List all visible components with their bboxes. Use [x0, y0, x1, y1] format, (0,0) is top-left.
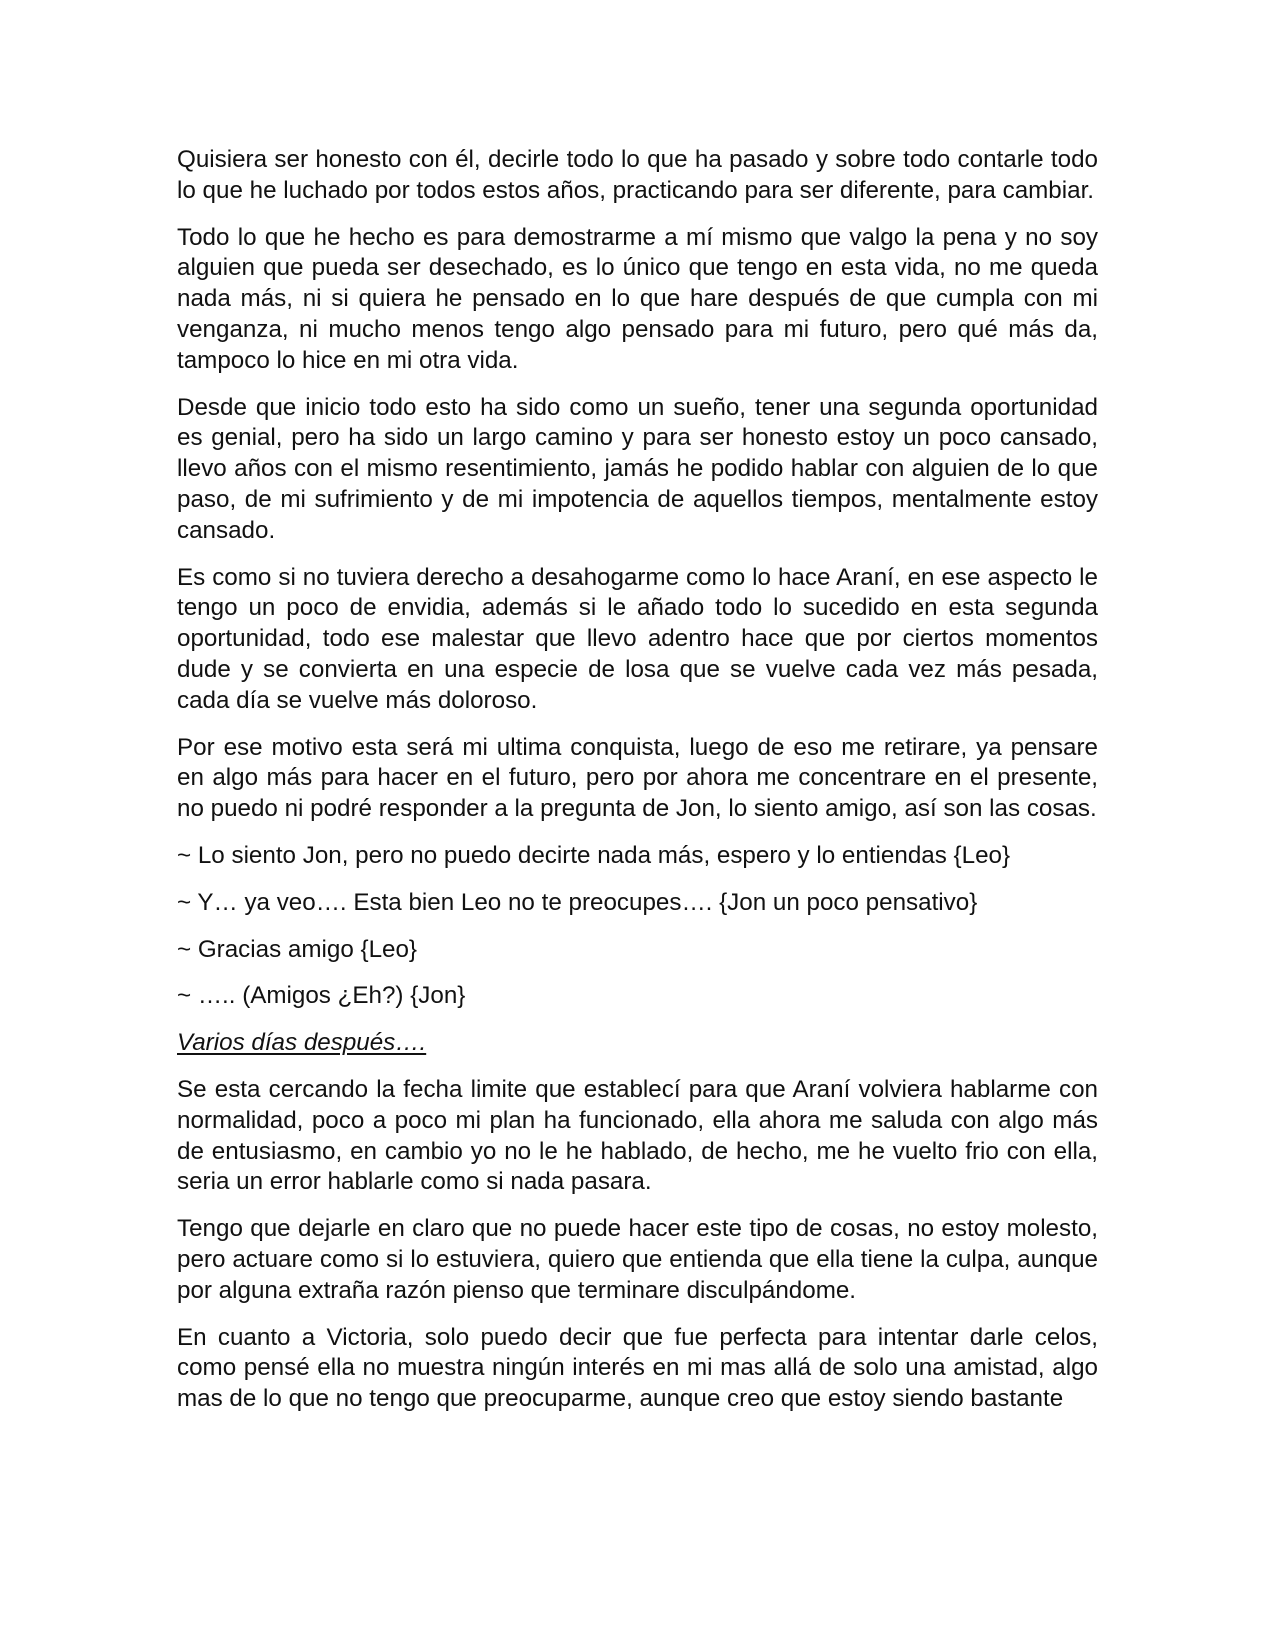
paragraph-3: Desde que inicio todo esto ha sido como un sueño, tener una segunda oportunidad es genial, pero ha sido un largo camino y para ser honesto estoy un poco cansado, llevo años con el mismo resentimiento, jamás he podido hablar con alguien de lo que paso, de mi sufrimiento y de mi impotencia de aquellos tiempos, mentalmente estoy cansado.: [177, 393, 1098, 544]
paragraph-2: Todo lo que he hecho es para demostrarme a mí mismo que valgo la pena y no soy alguien que pueda ser desechado, es lo único que tengo en esta vida, no me queda nada más, ni si quiera he pensado en lo que hare después de que cumpla con mi venganza, ni mucho menos tengo algo pensado para mi futuro, pero qué más da, tampoco lo hice en mi otra vida.: [177, 223, 1098, 374]
paragraph-5: Por ese motivo esta será mi ultima conquista, luego de eso me retirare, ya pensare en algo más para hacer en el futuro, pero por ahora me concentrare en el presente, no puedo ni podré responder a la pregunta de Jon, lo siento amigo, así son las cosas.: [177, 733, 1098, 823]
section-heading-text: Varios días después….: [177, 1029, 427, 1057]
dialogue-line-jon-reply: ~ Y… ya veo…. Esta bien Leo no te preocupes…. {Jon un poco pensativo}: [177, 888, 978, 916]
dialogue-line-leo-thanks: ~ Gracias amigo {Leo}: [177, 935, 418, 963]
document-page: [177, 145, 1098, 1431]
paragraph-6: Se esta cercando la fecha limite que establecí para que Araní volviera hablarme con normalidad, poco a poco mi plan ha funcionado, ella ahora me saluda con algo más de entusiasmo, en cambio yo no le he hablado, de hecho, me he vuelto frio con ella, seria un error hablarle como si nada pasara.: [177, 1075, 1098, 1196]
paragraph-4: Es como si no tuviera derecho a desahogarme como lo hace Araní, en ese aspecto le tengo un poco de envidia, además si le añado todo lo sucedido en esta segunda oportunidad, todo ese malestar que llevo adentro hace que por ciertos momentos dude y se convierta en una especie de losa que se vuelve cada vez más pesada, cada día se vuelve más doloroso.: [177, 563, 1098, 714]
paragraph-7: Tengo que dejarle en claro que no puede hacer este tipo de cosas, no estoy molesto, pero actuare como si lo estuviera, quiero que entienda que ella tiene la culpa, aunque por alguna extraña razón pienso que terminare disculpándome.: [177, 1215, 1098, 1304]
paragraph-8: En cuanto a Victoria, solo puedo decir que fue perfecta para intentar darle celos, como pensé ella no muestra ningún interés en mi mas allá de solo una amistad, algo mas de lo que no tengo que preocuparme, aunque creo que estoy siendo bastante: [177, 1323, 1098, 1413]
dialogue-line-jon-thought: ~ ….. (Amigos ¿Eh?) {Jon}: [177, 982, 466, 1010]
dialogue-line-leo-apology: ~ Lo siento Jon, pero no puedo decirte nada más, espero y lo entiendas {Leo}: [177, 841, 1011, 869]
paragraph-1: Quisiera ser honesto con él, decirle todo lo que ha pasado y sobre todo contarle todo lo que he luchado por todos estos años, practicando para ser diferente, para cambiar.: [177, 146, 1098, 204]
section-heading: [177, 1028, 1098, 1059]
